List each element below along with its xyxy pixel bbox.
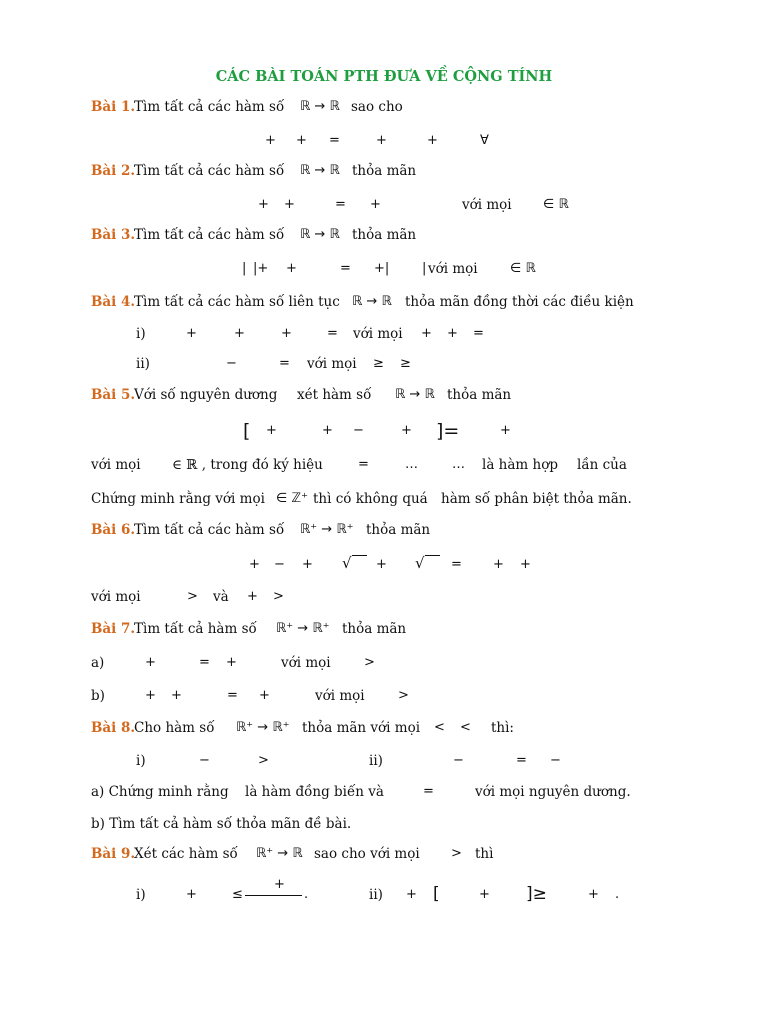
condition-label: b) [91, 688, 105, 704]
sqrt-bar [425, 555, 440, 556]
eq-symbol: [ [243, 420, 251, 442]
eq-symbol: + [421, 326, 432, 341]
eq-symbol: + [401, 423, 412, 438]
body-text: thì có không quá [313, 491, 428, 507]
sqrt-bar [352, 555, 367, 556]
eq-symbol: +| [374, 261, 390, 276]
problem-label: Bài 8. [91, 720, 136, 736]
eq-symbol: + [447, 326, 458, 341]
eq-symbol: > [273, 589, 284, 604]
eq-symbol: . [615, 887, 620, 902]
problem-text: Tìm tất cả các hàm số [134, 227, 285, 243]
eq-symbol: ]= [436, 420, 460, 442]
condition-set: ∈ ℝ [543, 197, 569, 212]
problem-label: Bài 1. [91, 99, 136, 115]
problem-label: Bài 2. [91, 163, 136, 179]
eq-symbol: + [266, 423, 277, 438]
problem-text-tail: thỏa mãn [352, 227, 417, 243]
eq-symbol: [ [433, 884, 440, 904]
eq-symbol: = [199, 655, 210, 670]
condition-text: với mọi [307, 356, 357, 372]
eq-symbol: + [171, 688, 182, 703]
eq-symbol: + [145, 688, 156, 703]
problem-text-tail: thỏa mãn [366, 522, 431, 538]
condition-text: với mọi [91, 457, 141, 473]
condition-text: lần của [577, 457, 627, 473]
problem-text-tail: sao cho [351, 99, 403, 115]
problem-label: Bài 7. [91, 621, 136, 637]
eq-symbol: − [353, 423, 364, 438]
sqrt-sign: √ [415, 554, 425, 572]
eq-symbol: + [186, 887, 197, 902]
eq-symbol: + [370, 197, 381, 212]
eq-symbol: < [434, 720, 445, 735]
problem-text: Tìm tất cả các hàm số [134, 163, 285, 179]
eq-symbol: + [281, 326, 292, 341]
condition-label: i) [136, 753, 146, 769]
eq-symbol: = [516, 753, 527, 768]
eq-symbol: |+ [253, 261, 269, 276]
problem-text: Tìm tất cả hàm số [134, 621, 257, 637]
condition-label: a) [91, 655, 105, 671]
problem-text-mid: xét hàm số [297, 387, 372, 403]
eq-symbol: = [358, 457, 369, 472]
eq-symbol: − [274, 557, 285, 572]
function-domain: ℝ⁺ → ℝ⁺ [236, 720, 290, 735]
eq-symbol: + [493, 557, 504, 572]
problem-text: Tìm tất cả các hàm số [134, 99, 285, 115]
problem-text-tail: thỏa mãn [342, 621, 407, 637]
eq-symbol: ≥ [400, 356, 411, 371]
problem-text: Với số nguyên dương [134, 387, 278, 403]
eq-symbol: + [265, 133, 276, 148]
problem-text-tail: sao cho với mọi [314, 846, 420, 862]
page-title: CÁC BÀI TOÁN PTH ĐƯA VỀ CỘNG TÍNH [215, 68, 553, 85]
function-domain: ℝ → ℝ [300, 99, 340, 114]
condition-label: ii) [369, 753, 383, 769]
function-domain: ℝ → ℝ [300, 227, 340, 242]
function-domain: ℝ → ℝ [300, 163, 340, 178]
eq-symbol: + [284, 197, 295, 212]
eq-symbol: + [427, 133, 438, 148]
function-domain: ℝ⁺ → ℝ [256, 846, 303, 861]
condition-text: với mọi [353, 326, 403, 342]
eq-symbol: > [364, 655, 375, 670]
eq-symbol: + [322, 423, 333, 438]
fraction-numerator: + [274, 877, 285, 892]
body-text: Chứng minh rằng với mọi [91, 491, 265, 507]
condition-text: với mọi [91, 589, 141, 605]
eq-symbol: ]≥ [526, 884, 547, 904]
sqrt-sign: √ [342, 554, 352, 572]
problem-text-tail: thỏa mãn [352, 163, 417, 179]
condition-text: và [213, 589, 229, 605]
condition-set: ∈ ℝ [510, 261, 536, 276]
condition-label: ii) [136, 356, 150, 372]
eq-symbol: = [423, 784, 434, 799]
eq-symbol: = [329, 133, 340, 148]
eq-symbol: > [398, 688, 409, 703]
eq-symbol: + [258, 197, 269, 212]
condition-text: thì: [491, 720, 514, 736]
eq-symbol: + [247, 589, 258, 604]
problem-text: Cho hàm số [134, 720, 215, 736]
eq-symbol: + [259, 688, 270, 703]
eq-symbol: − [550, 753, 561, 768]
fraction-line [245, 895, 302, 896]
eq-symbol: + [249, 557, 260, 572]
eq-symbol: > [187, 589, 198, 604]
function-domain: ℝ → ℝ [395, 387, 435, 402]
eq-symbol: + [296, 133, 307, 148]
eq-symbol: . [304, 887, 309, 902]
problem-label: Bài 4. [91, 294, 136, 310]
problem-text-tail: thỏa mãn đồng thời các điều kiện [405, 294, 634, 310]
problem-label: Bài 9. [91, 846, 136, 862]
body-text: b) Tìm tất cả hàm số thỏa mãn đề bài. [91, 816, 352, 832]
condition-label: i) [136, 326, 146, 342]
eq-symbol: > [451, 846, 462, 861]
condition-text: với mọi [281, 655, 331, 671]
eq-symbol: = [473, 326, 484, 341]
problem-text: Tìm tất cả các hàm số [134, 522, 285, 538]
body-text: a) Chứng minh rằng [91, 784, 229, 800]
problem-text: Xét các hàm số [134, 846, 238, 862]
eq-symbol: + [520, 557, 531, 572]
eq-symbol: + [234, 326, 245, 341]
eq-symbol: = [227, 688, 238, 703]
eq-symbol: − [453, 753, 464, 768]
eq-symbol: | [242, 261, 247, 276]
eq-symbol: … [405, 457, 418, 472]
eq-symbol: + [286, 261, 297, 276]
function-domain: ℝ → ℝ [352, 294, 392, 309]
condition-label: ii) [369, 887, 383, 903]
eq-symbol: ≥ [373, 356, 384, 371]
eq-symbol: − [226, 356, 237, 371]
eq-symbol: … [452, 457, 465, 472]
condition-label: i) [136, 887, 146, 903]
eq-symbol: = [451, 557, 462, 572]
problem-label: Bài 6. [91, 522, 136, 538]
eq-symbol: = [279, 356, 290, 371]
body-text: là hàm đồng biến và [245, 784, 384, 800]
eq-symbol: + [145, 655, 156, 670]
problem-label: Bài 3. [91, 227, 136, 243]
eq-symbol: + [302, 557, 313, 572]
eq-symbol: = [327, 326, 338, 341]
eq-symbol: + [186, 326, 197, 341]
function-domain: ℝ⁺ → ℝ⁺ [300, 522, 354, 537]
problem-text-tail: thỏa mãn với mọi [302, 720, 421, 736]
eq-symbol: ≤ [232, 887, 243, 902]
eq-symbol: = [340, 261, 351, 276]
eq-symbol: + [406, 887, 417, 902]
condition-text: với mọi [315, 688, 365, 704]
eq-symbol: + [376, 133, 387, 148]
condition-text: là hàm hợp [482, 457, 558, 473]
eq-symbol: ∀ [480, 133, 489, 148]
condition-text: thì [475, 846, 494, 862]
eq-symbol: − [199, 753, 210, 768]
function-domain: ℝ⁺ → ℝ⁺ [276, 621, 330, 636]
body-text: hàm số phân biệt thỏa mãn. [441, 491, 632, 507]
condition-text: ∈ ℝ , trong đó ký hiệu [172, 457, 323, 473]
problem-text: Tìm tất cả các hàm số liên tục [134, 294, 340, 310]
eq-symbol: > [258, 753, 269, 768]
problem-text-tail: thỏa mãn [447, 387, 512, 403]
eq-symbol: + [226, 655, 237, 670]
eq-symbol: + [500, 423, 511, 438]
body-text: với mọi nguyên dương. [475, 784, 631, 800]
eq-symbol: + [376, 557, 387, 572]
eq-symbol: < [460, 720, 471, 735]
eq-symbol: + [479, 887, 490, 902]
eq-symbol: + [588, 887, 599, 902]
condition-text: với mọi [462, 197, 512, 213]
condition-text: với mọi [428, 261, 478, 277]
eq-symbol: | [422, 261, 427, 276]
condition-set: ∈ ℤ⁺ [276, 491, 308, 506]
eq-symbol: = [335, 197, 346, 212]
problem-label: Bài 5. [91, 387, 136, 403]
